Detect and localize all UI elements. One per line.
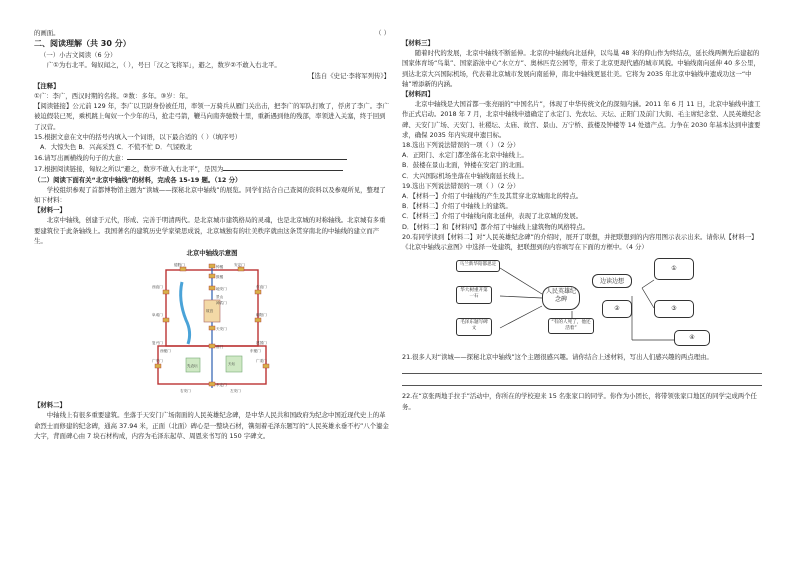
answer-paren: （ ） — [375, 29, 390, 37]
q21-answer-line[interactable] — [402, 376, 762, 386]
gate-marker — [209, 274, 215, 278]
gate-marker — [209, 264, 215, 268]
answer-box-3[interactable]: ③ — [654, 300, 694, 318]
material-1-body: 北京中轴线，创建于元代，形成、完善于明清两代。是北京城市建筑格局的灵魂，也是北京城的对称轴线。北京城有多重要建筑位于此条轴线上。我国著名的建筑历史学家梁思成说，北京城独有的壮美秩序就由这条贯穿南北的中轴线的建立而产生。 — [34, 216, 386, 245]
classical-text: 广①为右北平。匈奴闻之，（ ），号曰「汉之飞将军」，避之，数岁②不敢入右北平。 — [46, 61, 281, 70]
section-b-title: （二）阅读下面有关“北京中轴线”的材料，完成各 15-19 题。（12 分） — [34, 175, 242, 184]
right-column — [402, 0, 762, 561]
classical-source: 【选自《史记·李将军列传》】 — [308, 71, 390, 80]
material-3-body: 随着时代的发展，北京中轴线不断延伸。北京的中轴线向北延伸，以鸟巢 48 米的仰山作为终结点，延长线两侧先后建起的国家体育场“鸟巢”、国家游泳中心“水立方”、奥林匹克公园等，带来了北京更现代感的城市风貌。中轴线南向延伸 40 多公里，到达北京大兴国际机场，代表着北京城市发展向南延伸，南北中轴线更显壮美。它将为 2035 年北京中轴线申遗成功这一“中轴”增添新的内涵。 — [402, 49, 760, 88]
q19-option-d[interactable]: D．【材料二】和【材料四】都介绍了中轴线上建筑物的风格特点。 — [402, 222, 590, 231]
material-2-body: 中轴线上有很多重要建筑。坐落于天安门广场南面的人民英雄纪念碑，是中华人民共和国政府为纪念中国近现代史上的革命烈士而修建的纪念碑，通高 37.94 米，正面（北面）碑心是一整块石材，镌刻着毛泽东题写的“人民英雄永垂不朽”八个鎏金大字，背面碑心由 7 块石材构成，内容为毛泽东起草、周恩来书写的 150 字碑文。 — [34, 411, 389, 440]
read-think-label: 边读边想 — [592, 274, 632, 288]
map-label: 天坛 — [228, 362, 236, 367]
association-node-2: 华大树重开第一石 — [456, 286, 492, 304]
map-label: 永定门 — [216, 383, 227, 388]
association-node-4: “有的人死了，他还活着” — [548, 318, 594, 334]
material-1-title: 【材料一】 — [34, 206, 66, 215]
axis-map — [152, 260, 272, 400]
q17-text: 17.根据阅读链接，匈奴之所以“避之，数岁不敢入右北平”，是因为 — [34, 165, 224, 174]
map-label: 朝阳门 — [256, 313, 267, 318]
answer-box-1[interactable]: ① — [654, 258, 694, 280]
q16-answer-blank[interactable] — [127, 152, 347, 160]
map-label: 鼓楼 — [216, 275, 224, 280]
gate-marker — [209, 344, 215, 348]
notes-body: ①广：李广，西汉时期的名将。②数：多年。③岁：年。 — [34, 92, 192, 101]
map-label: 德胜门 — [174, 263, 185, 268]
gate-marker — [163, 290, 169, 294]
map-label: 阜成门 — [152, 313, 163, 318]
map-label: 故宫 — [206, 309, 214, 314]
q21-answer-line[interactable] — [402, 364, 762, 374]
q19-option-c[interactable]: C．【材料三】介绍了中轴线向南北延伸，表现了北京城的发展。 — [402, 212, 583, 221]
map-label: 钟楼 — [216, 265, 224, 270]
connector-line — [500, 296, 542, 298]
section-two-title: 二、阅读理解（共 30 分） — [34, 39, 131, 49]
map-title: 北京中轴线示意图 — [186, 249, 238, 258]
question-22: 22.在“京张两地手拉手”活动中，你所在的学校迎来 15 名张家口的同学。你作为小团长，将带领张家口地区的同学完成两个任务。 — [402, 392, 757, 411]
q19-option-b[interactable]: B．【材料二】介绍了中轴线上的建筑。 — [402, 202, 512, 211]
map-label: 先农坛 — [187, 364, 198, 369]
association-node-1: 马兰新华陪都思定 — [456, 260, 500, 272]
q16-text: 16.请写出画横线的句子的大意： — [34, 154, 128, 163]
map-label: 天安门 — [216, 327, 227, 332]
gate-marker — [180, 267, 186, 271]
q18-option-a[interactable]: A．正阳门、永定门都坐落在北京中轴线上。 — [402, 151, 528, 160]
map-label: 广安门 — [152, 359, 163, 364]
gate-marker — [209, 382, 215, 386]
material-4-title: 【材料四】 — [402, 90, 434, 99]
material-4-body: 北京中轴线是大国首都一张亮丽的“中国名片”，体现了中华传统文化的深刻内涵。2011 年 6 月 11 日，北京中轴线申遗工作正式启动。2018 年 7 月，北京中轴线申遗确定了永定门、先农坛、天坛、正阳门及前门大街、毛主席纪念堂、人民英雄纪念碑、天安门广场、天安门、社稷坛、太庙、故宫、景山、万宁桥、鼓楼及钟楼等 14 处遗产点。力争在 2030 年基本达到申遗要求，确保 2035 年内实现申遗目标。 — [402, 100, 761, 139]
question-15-options: A．大惊失色 B．兴高采烈 C．不慌不忙 D．气馁败北 — [40, 143, 193, 152]
lakes-water — [181, 282, 190, 344]
connector-line — [500, 306, 542, 328]
map-label: 广渠门 — [256, 359, 267, 364]
left-column — [34, 0, 390, 561]
question-21: 21.很多人对“读城——探秘北京中轴线”这个主题很感兴趣。请你结合上述材料，写出人们感兴趣的两点理由。 — [402, 353, 713, 362]
connector-line — [642, 288, 654, 308]
question-17 — [34, 163, 390, 174]
gate-marker — [155, 364, 161, 368]
question-15: 15.根据文意在文中的括号内填入一个词语，以下最合适的（ ）（填序号） — [34, 132, 242, 141]
map-label: 安定门 — [234, 263, 245, 268]
association-diagram — [442, 256, 714, 348]
gate-marker — [163, 318, 169, 322]
gate-marker — [255, 318, 261, 322]
association-node-3: 毛泽东题写碑文 — [456, 318, 492, 336]
map-label: 建国门 — [256, 341, 267, 346]
question-20: 20.有同学读到【材料二】对“人民英雄纪念碑”的介绍时，展开了联想，并把联想到的内容用图示表示出来。请你从【材料一】《北京中轴线示意图》中选择一处建筑，把联想到的内容填写在下面的方框中。（4 分） — [402, 232, 758, 252]
map-label: 左安门 — [230, 389, 241, 394]
section-a-title: （一）小古文阅读（6 分） — [40, 51, 117, 60]
gate-marker — [238, 267, 244, 271]
answer-box-4[interactable]: ④ — [674, 330, 710, 346]
answer-box-2[interactable]: ② — [602, 300, 632, 318]
prev-text: 的画面。 — [34, 29, 60, 37]
map-label: 地安门 — [216, 287, 227, 292]
exhibit-intro: 学校组织参观了首都博物馆主题为“读城——探秘北京中轴线”的展览。同学们结合自己查阅的资料以及参观所见，整理了如下材料： — [34, 185, 386, 205]
material-3-title: 【材料三】 — [402, 39, 434, 47]
connector-line — [642, 280, 654, 288]
q19-option-a[interactable]: A．【材料一】介绍了中轴线的产生及其贯穿北京城南北的特点。 — [402, 192, 583, 201]
q17-answer-blank[interactable] — [223, 163, 343, 171]
map-label: 前门 — [216, 345, 224, 350]
q18-option-b[interactable]: B．鼓楼在景山北面，钟楼在安定门的北面。 — [402, 161, 528, 170]
notes-title: 【注释】 — [34, 81, 60, 90]
gate-marker — [255, 290, 261, 294]
material-2-title: 【材料二】 — [34, 401, 66, 410]
map-label: 神武门 — [216, 301, 227, 306]
center-node: 人民英雄纪念碑 — [542, 286, 580, 310]
prev-question-line — [34, 28, 390, 38]
axis-map-svg — [152, 260, 272, 398]
map-label: 景山 — [216, 295, 224, 300]
connector-line — [500, 268, 542, 294]
q18-option-c[interactable]: C．大兴国际机场坐落在中轴线南延长线上。 — [402, 171, 528, 180]
map-label: 东便门 — [250, 349, 261, 354]
question-19: 19.选出下列说法错误的一项（ ）（2 分） — [402, 181, 520, 190]
reading-link: 【阅读链接】公元前 129 年，李广以卫尉身份被任用，率领一万骑兵从雁门关出击，把李广的军队打败了，俘虏了李广。李广被迫假装已死，乘机跳上匈奴一个少年的马，抢走弓箭，鞭马向南奔驰数十里，重新遇到他的残部，率领进入关塞，终于回到了汉营。 — [34, 102, 389, 131]
question-18: 18.选出下列说法错误的一项（ ）（2 分） — [402, 141, 520, 150]
map-label: 右安门 — [180, 389, 191, 394]
map-label: 东直门 — [256, 285, 267, 290]
map-label: 复兴门 — [152, 341, 163, 346]
gate-marker — [209, 286, 215, 290]
gate-marker — [209, 326, 215, 330]
map-label: 西便门 — [160, 349, 171, 354]
question-16 — [34, 152, 390, 163]
gate-marker — [263, 364, 269, 368]
map-label: 西直门 — [152, 285, 163, 290]
